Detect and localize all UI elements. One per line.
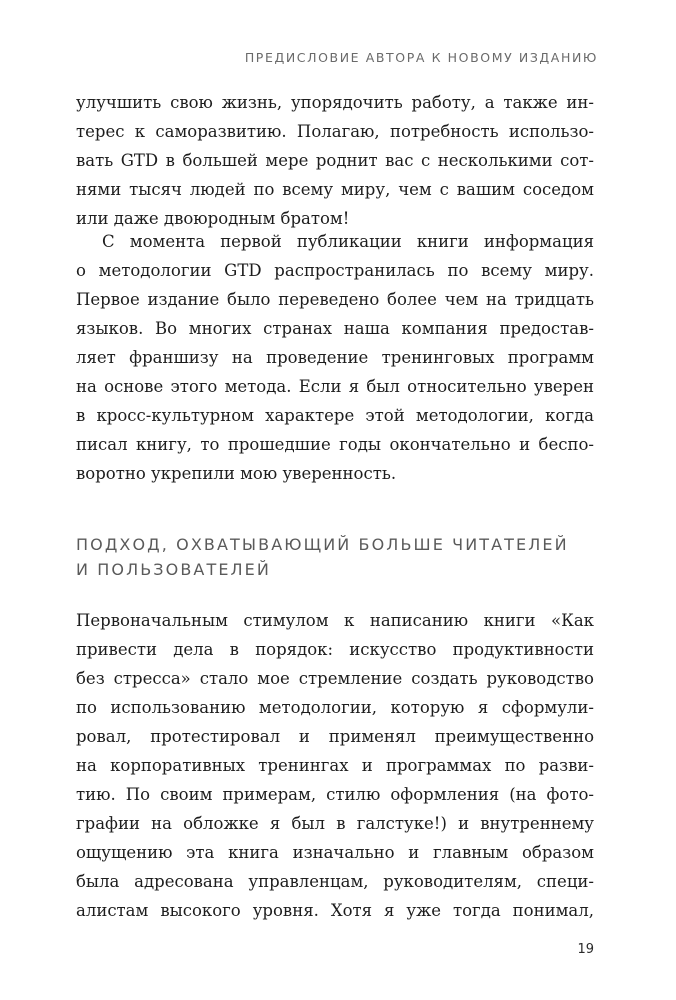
text-line: ощущению эта книга изначально и главным образом bbox=[76, 843, 594, 862]
text-line: Первоначальным стимулом к написанию книги «Как bbox=[76, 611, 594, 630]
paragraph-book-origin bbox=[76, 606, 594, 925]
section-heading-line: ПОДХОД, ОХВАТЫВАЮЩИЙ БОЛЬШЕ ЧИТАТЕЛЕЙ bbox=[76, 535, 569, 554]
paragraph-continuation bbox=[76, 88, 594, 233]
text-line: нями тысяч людей по всему миру, чем с вашим соседом bbox=[76, 180, 594, 199]
text-line: в кросс-культурном характере этой методологии, когда bbox=[76, 406, 594, 425]
text-line: алистам высокого уровня. Хотя я уже тогда понимал, bbox=[76, 901, 594, 920]
text-line: без стресса» стало мое стремление создать руководство bbox=[76, 669, 594, 688]
text-line: вать GTD в большей мере роднит вас с несколькими сот- bbox=[76, 151, 594, 170]
text-line: по использованию методологии, которую я сформули- bbox=[76, 698, 594, 717]
text-line: ровал, протестировал и применял преимущественно bbox=[76, 727, 594, 746]
text-line: о методологии GTD распространилась по всему миру. bbox=[76, 261, 594, 280]
text-line: на корпоративных тренингах и программах по разви- bbox=[76, 756, 594, 775]
section-heading-line: И ПОЛЬЗОВАТЕЛЕЙ bbox=[76, 560, 271, 579]
text-line: ляет франшизу на проведение тренинговых программ bbox=[76, 348, 594, 367]
text-line: воротно укрепили мою уверенность. bbox=[76, 464, 397, 483]
text-line: на основе этого метода. Если я был относительно уверен bbox=[76, 377, 594, 396]
text-line: Первое издание было переведено более чем на тридцать bbox=[76, 290, 594, 309]
text-line: С момента первой публикации книги информация bbox=[102, 232, 594, 251]
text-line: улучшить свою жизнь, упорядочить работу, а также ин- bbox=[76, 93, 594, 112]
text-line: графии на обложке я был в галстуке!) и внутреннему bbox=[76, 814, 594, 833]
running-header: ПРЕДИСЛОВИЕ АВТОРА К НОВОМУ ИЗДАНИЮ bbox=[244, 50, 598, 65]
text-line: языков. Во многих странах наша компания предостав- bbox=[76, 319, 594, 338]
text-line: привести дела в порядок: искусство продуктивности bbox=[76, 640, 594, 659]
page-number: 19 bbox=[577, 942, 594, 957]
text-line: была адресована управленцам, руководителям, специ- bbox=[76, 872, 594, 891]
paragraph-gtd-spread bbox=[76, 227, 594, 488]
text-line: тию. По своим примерам, стилю оформления (на фото- bbox=[76, 785, 594, 804]
section-heading bbox=[76, 532, 596, 582]
text-line: терес к саморазвитию. Полагаю, потребность использо- bbox=[76, 122, 594, 141]
text-line: или даже двоюродным братом! bbox=[76, 209, 350, 228]
text-line: писал книгу, то прошедшие годы окончательно и беспо- bbox=[76, 435, 594, 454]
